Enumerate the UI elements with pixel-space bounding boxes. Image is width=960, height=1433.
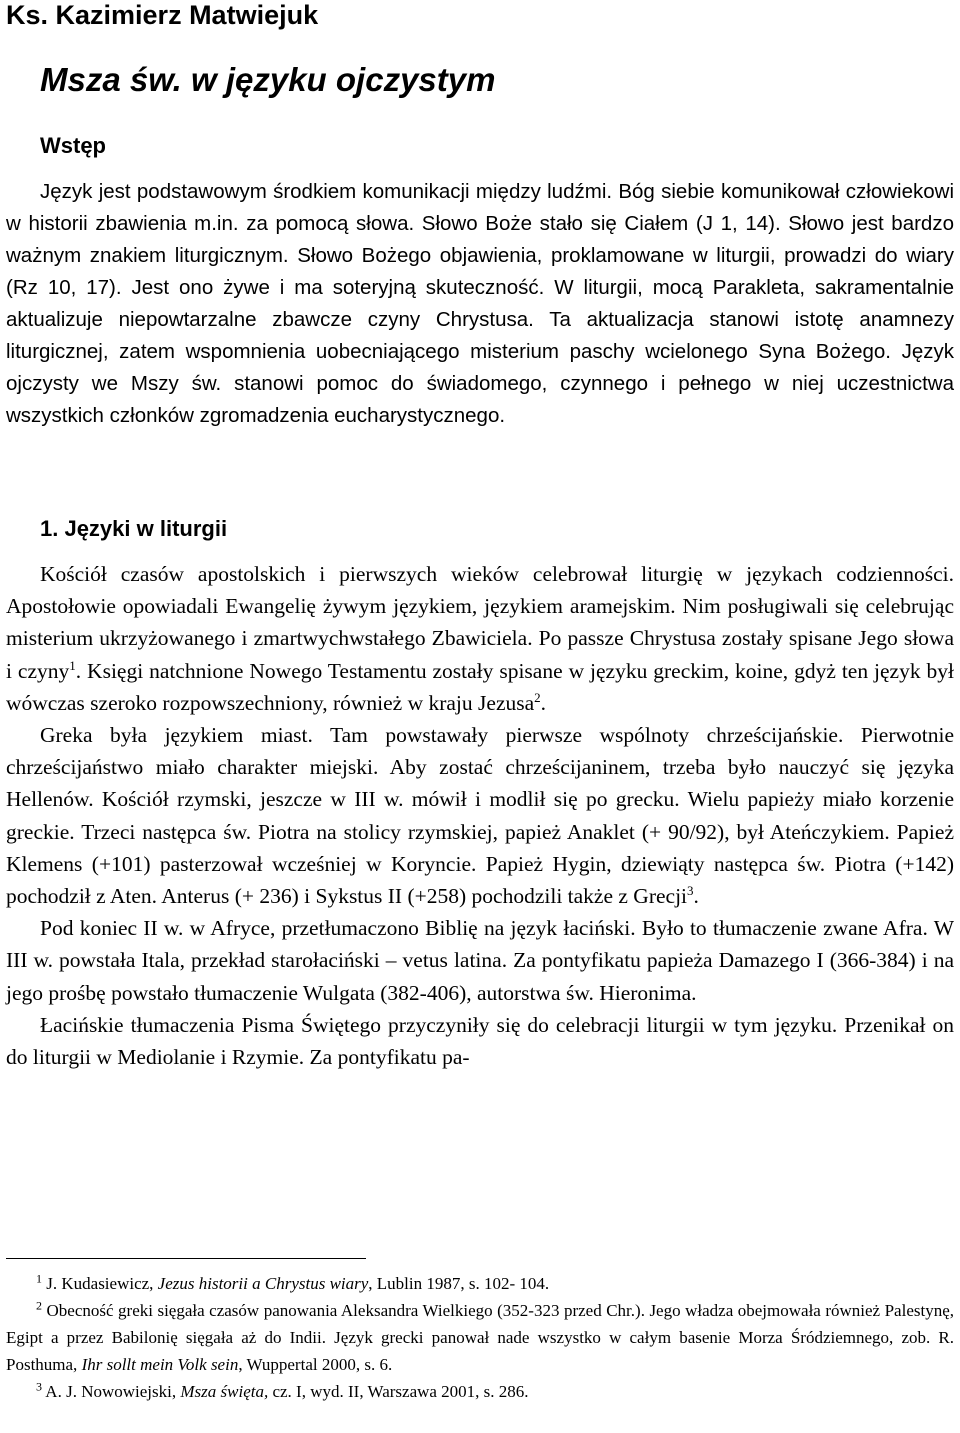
footnote-ref-3: 3 (687, 882, 694, 898)
author-name: Ks. Kazimierz Matwiejuk (6, 0, 319, 30)
footnote-3-book-title: Msza święta, (180, 1382, 269, 1401)
footnote-1-book-title: Jezus historii a Chrystus wiary (157, 1274, 369, 1293)
footnote-1-text-b: , Lublin 1987, s. 102- 104. (368, 1274, 550, 1293)
section-heading: 1. Języki w liturgii (40, 516, 228, 541)
document-title: Msza św. w języku ojczystym (40, 61, 496, 98)
footnote-3-number: 3 (36, 1379, 42, 1394)
footnote-3-text-b: cz. I, wyd. II, Warszawa 2001, s. 286. (268, 1382, 529, 1401)
footnote-2-text-a: Obecność greki sięgała czasów panowania Aleksandra Wielkiego (352-323 przed Chr.). Jego władza obejmowała również Palestynę, Egipt a przez Babilonię sięgała aż do Indii. Język grecki panował nade wszystko w całym basenie Morza Śródziemnego, zob. R. Posthuma, (6, 1301, 954, 1374)
document-page (6, 0, 954, 1433)
footnote-2-number: 2 (36, 1298, 42, 1313)
footnote-2 (6, 1297, 954, 1378)
paragraph-2-text-a: Greka była językiem miast. Tam powstawały pierwsze wspólnoty chrześcijańskie. Pierwotnie chrześcijaństwo miało charakter miejski. Aby zostać chrześcijaninem, trzeba było nauczyć się języka Hellenów. Kościół rzymski, jeszcze w III w. mówił i modlił się po grecku. Wielu papieży miało korzenie greckie. Trzeci następca św. Piotra na stolicy rzymskiej, papież Anaklet (+ 90/92), był Ateńczykiem. Papież Klemens (+101) pasterzował wcześniej w Koryncie. Papież Hygin, dziewiąty następca św. Piotra (+142) pochodził z Aten. Anterus (+ 236) i Sykstus II (+258) pochodzili także z Grecji (6, 723, 954, 909)
section-body (6, 558, 954, 1073)
intro-section (6, 176, 954, 432)
footnote-separator (6, 1258, 366, 1259)
paragraph-2 (6, 719, 954, 912)
intro-heading: Wstęp (40, 133, 106, 158)
footnote-1-text-a: J. Kudasiewicz, (42, 1274, 158, 1293)
footnote-ref-2: 2 (534, 689, 541, 705)
footnote-3-text-a: A. J. Nowowiejski, (42, 1382, 181, 1401)
footnote-3 (6, 1378, 954, 1405)
paragraph-2-text-b: . (693, 884, 699, 909)
paragraph-1-text-b: . Księgi natchnione Nowego Testamentu zostały spisane w języku greckim, koine, gdyż ten język był wówczas szeroko rozpowszechniony, również w kraju Jezusa (6, 658, 954, 715)
footnote-2-text-b: , Wuppertal 2000, s. 6. (238, 1355, 393, 1374)
paragraph-3: Pod koniec II w. w Afryce, przetłumaczono Biblię na język łaciński. Było to tłumaczenie zwane Afra. W III w. powstała Itala, przekład starołaciński – vetus latina. Za pontyfikatu papieża Damazego I (366-384) i na jego prośbę powstało tłumaczenie Wulgata (382-406), autorstwa św. Hieronima. (6, 916, 954, 1005)
paragraph-1 (6, 558, 954, 719)
footnote-1 (6, 1270, 954, 1297)
footnote-2-book-title: Ihr sollt mein Volk sein (81, 1355, 239, 1374)
footnotes (6, 1270, 954, 1405)
paragraph-4: Łacińskie tłumaczenia Pisma Świętego przyczyniły się do celebracji liturgii w tym języku. Przenikał on do liturgii w Mediolanie i Rzymie. Za pontyfikatu pa- (6, 1012, 954, 1070)
intro-paragraph: Język jest podstawowym środkiem komunikacji między ludźmi. Bóg siebie komunikował człowiekowi w historii zbawienia m.in. za pomocą słowa. Słowo Boże stało się Ciałem (J 1, 14). Słowo jest bardzo ważnym znakiem liturgicznym. Słowo Bożego objawienia, proklamowane w liturgii, prowadzi do wiary (Rz 10, 17). Jest ono żywe i ma soteryjną skuteczność. W liturgii, mocą Parakleta, sakramentalnie aktualizuje niepowtarzalne zbawcze czyny Chrystusa. Ta aktualizacja stanowi istotę anamnezy liturgicznej, zatem wspomnienia uobecniającego misterium paschy wcielonego Syna Bożego. Język ojczysty we Mszy św. stanowi pomoc do świadomego, czynnego i pełnego w niej uczestnictwa wszystkich członków zgromadzenia eucharystycznego. (6, 180, 954, 427)
paragraph-1-text-a: Kościół czasów apostolskich i pierwszych wieków celebrował liturgię w językach codzienności. Apostołowie opowiadali Ewangelię żywym językiem, językiem aramejskim. Nim posługiwali się celebrując misterium ukrzyżowanego i zmartwychwstałego Zbawiciela. Po passze Chrystusa zostały spisane Jego słowa i czyny (6, 562, 954, 683)
footnote-ref-1: 1 (69, 657, 76, 673)
footnote-1-number: 1 (36, 1271, 42, 1286)
paragraph-1-text-c: . (540, 690, 547, 715)
